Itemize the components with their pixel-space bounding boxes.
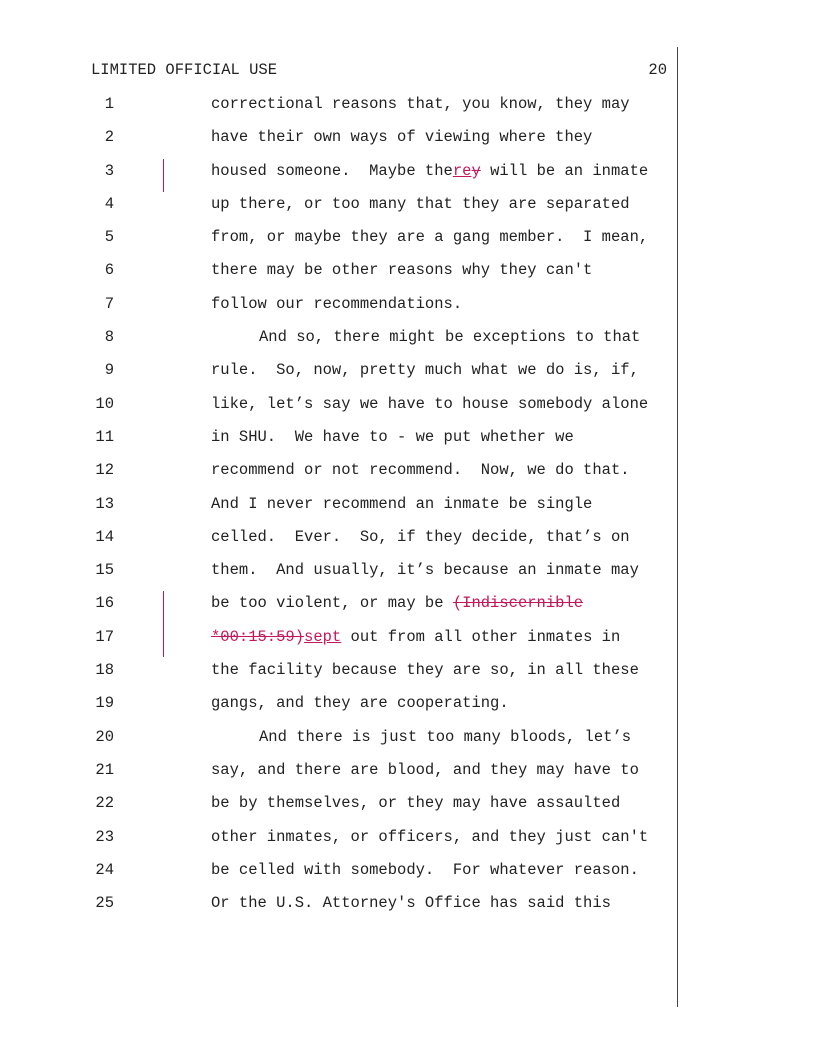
line-text: rule. So, now, pretty much what we do is, if, (211, 361, 639, 380)
line-number: 10 (95, 394, 114, 413)
line-number: 2 (104, 128, 114, 147)
transcript-line-revised (0, 161, 816, 194)
classification-header: LIMITED OFFICIAL USE (91, 61, 278, 79)
line-text (211, 161, 648, 181)
line-number: 22 (95, 794, 114, 813)
transcript-line (0, 394, 816, 427)
transcript-line-revised (0, 593, 816, 626)
line-number: 4 (104, 194, 114, 213)
text-segment: housed someone. Maybe the (211, 161, 453, 180)
line-number: 24 (95, 860, 114, 879)
line-text: them. And usually, it’s because an inmate may (211, 561, 639, 580)
transcript-line (0, 793, 816, 826)
line-text: And I never recommend an inmate be single (211, 494, 593, 513)
line-number: 18 (95, 661, 114, 680)
deleted-text: (Indiscernible (452, 594, 584, 613)
line-text: Or the U.S. Attorney's Office has said this (211, 894, 611, 913)
line-text: in SHU. We have to - we put whether we (211, 427, 574, 446)
page-number: 20 (648, 61, 667, 79)
transcript-line (0, 727, 816, 760)
transcript-line (0, 427, 816, 460)
transcript-line (0, 94, 816, 127)
line-text: there may be other reasons why they can't (211, 261, 593, 280)
line-text: recommend or not recommend. Now, we do that. (211, 461, 630, 480)
line-number: 14 (95, 527, 114, 546)
text-segment: be too violent, or may be (211, 594, 453, 613)
transcript-line (0, 560, 816, 593)
transcript-line (0, 494, 816, 527)
line-number: 1 (104, 95, 114, 113)
inserted-text: sept (304, 627, 342, 646)
line-number: 6 (104, 261, 114, 280)
line-number: 16 (95, 594, 114, 613)
line-text: And there is just too many bloods, let’s (259, 727, 632, 746)
transcript-line (0, 327, 816, 360)
deleted-text: y (471, 161, 481, 180)
line-number: 23 (95, 827, 114, 846)
change-bar (163, 159, 164, 192)
transcript-line (0, 827, 816, 860)
line-number: 12 (95, 461, 114, 480)
line-number: 5 (104, 228, 114, 247)
transcript-line-revised (0, 627, 816, 660)
line-number: 15 (95, 561, 114, 580)
transcript-line (0, 127, 816, 160)
line-number: 3 (104, 161, 114, 180)
transcript-line (0, 527, 816, 560)
transcript-line (0, 860, 816, 893)
transcript-line (0, 194, 816, 227)
line-text: like, let’s say we have to house somebody alone (211, 394, 649, 413)
transcript-line (0, 893, 816, 926)
line-text: gangs, and they are cooperating. (211, 694, 509, 713)
line-number: 9 (104, 361, 114, 380)
transcript-lines (0, 94, 816, 926)
line-text: follow our recommendations. (211, 294, 463, 313)
line-text (211, 627, 620, 647)
text-segment: will be an inmate (480, 161, 649, 180)
line-text: And so, there might be exceptions to that (259, 328, 641, 347)
line-number: 11 (95, 427, 114, 446)
line-text: other inmates, or officers, and they just can't (211, 827, 649, 846)
line-number: 8 (104, 328, 114, 347)
line-text (211, 593, 583, 613)
line-number: 21 (95, 760, 114, 779)
line-number: 13 (95, 494, 114, 513)
deleted-text: *00:15:59) (211, 627, 305, 646)
transcript-line (0, 294, 816, 327)
line-text: be celled with somebody. For whatever reason. (211, 860, 639, 879)
transcript-line (0, 360, 816, 393)
transcript-line (0, 660, 816, 693)
inserted-text: re (452, 161, 472, 180)
line-number: 20 (95, 727, 114, 746)
transcript-line (0, 227, 816, 260)
transcript-line (0, 693, 816, 726)
line-text: from, or maybe they are a gang member. I mean, (211, 228, 649, 247)
transcript-line (0, 260, 816, 293)
line-text: correctional reasons that, you know, they may (211, 95, 630, 113)
text-segment: out from all other inmates in (341, 627, 621, 646)
line-text: up there, or too many that they are separated (211, 194, 630, 213)
transcript-line (0, 460, 816, 493)
line-text: have their own ways of viewing where they (211, 128, 593, 147)
line-number: 25 (95, 894, 114, 913)
line-number: 19 (95, 694, 114, 713)
line-text: celled. Ever. So, if they decide, that’s on (211, 527, 630, 546)
line-text: say, and there are blood, and they may have to (211, 760, 639, 779)
line-text: be by themselves, or they may have assaulted (211, 794, 621, 813)
transcript-line (0, 760, 816, 793)
line-text: the facility because they are so, in all these (211, 661, 639, 680)
line-number: 7 (104, 294, 114, 313)
line-number: 17 (95, 627, 114, 646)
